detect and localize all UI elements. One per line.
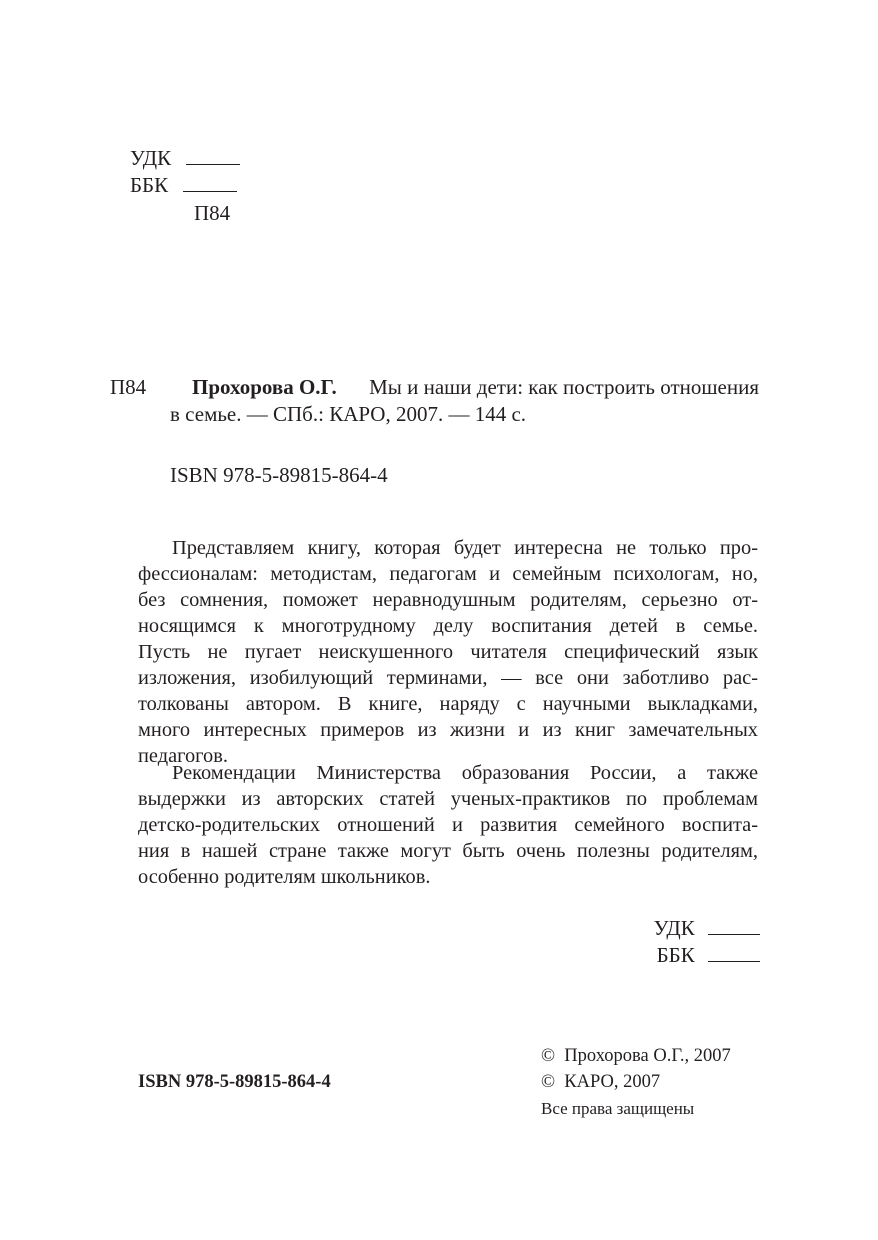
annotation-line: Пусть не пугает неискушенного читателя специфический язык xyxy=(138,641,758,663)
annotation-line: Представляем книгу, которая будет интересна не только про- xyxy=(172,537,758,559)
annotation-line: носящимся к многотрудному делу воспитания детей в семье. xyxy=(138,615,758,637)
biblio-mark: П84 xyxy=(110,375,147,399)
annotation-line: выдержки из авторских статей ученых-практиков по проблемам xyxy=(138,788,758,810)
footer-bbk-row xyxy=(657,942,760,968)
footer-udk-row xyxy=(654,915,760,941)
annotation-line: толкованы автором. В книге, наряду с научными выкладками, xyxy=(138,693,758,715)
udk-row xyxy=(130,145,240,171)
biblio-line-1 xyxy=(192,374,759,400)
footer-udk-blank xyxy=(708,916,760,935)
annotation-line: фессионалам: методистам, педагогам и семейным психологам, но, xyxy=(138,563,758,585)
annotation-line: ния в нашей стране также могут быть очень полезны родителям, xyxy=(138,840,758,862)
footer-bbk-label: ББК xyxy=(656,943,695,967)
biblio-line-2: в семье. — СПб.: КАРО, 2007. — 144 с. xyxy=(170,402,527,426)
author-mark: П84 xyxy=(194,201,231,225)
imprint-isbn: ISBN 978-5-89815-864-4 xyxy=(138,1072,331,1092)
udk-blank xyxy=(186,146,240,165)
bbk-label: ББК xyxy=(130,173,169,197)
copyright-publisher: © КАРО, 2007 xyxy=(541,1072,661,1092)
annotation-line: Рекомендации Министерства образования России, а также xyxy=(172,762,758,784)
annotation-paragraph-1 xyxy=(138,535,758,769)
copyright-author: © Прохорова О.Г., 2007 xyxy=(541,1046,731,1066)
annotation-line: детско-родительских отношений и развития семейного воспита- xyxy=(138,814,758,836)
annotation-line: особенно родителям школьников. xyxy=(138,866,431,888)
biblio-isbn: ISBN 978-5-89815-864-4 xyxy=(170,463,388,487)
bbk-row xyxy=(130,172,237,198)
rights-reserved: Все права защищены xyxy=(541,1099,695,1118)
udk-label: УДК xyxy=(130,146,172,170)
annotation-line: много интересных примеров из жизни и из книг замечательных xyxy=(138,719,758,741)
bbk-blank xyxy=(183,173,237,192)
annotation-line: без сомнения, поможет неравнодушным родителям, серьезно от- xyxy=(138,589,758,611)
annotation-paragraph-2 xyxy=(138,760,758,890)
footer-bbk-blank xyxy=(708,943,760,962)
biblio-author: Прохорова О.Г. xyxy=(192,375,337,399)
annotation-line: изложения, изобилующий терминами, — все они заботливо рас- xyxy=(138,667,758,689)
footer-udk-label: УДК xyxy=(653,916,695,940)
annotation-line: педагогов. xyxy=(138,745,228,767)
biblio-title: Мы и наши дети: как построить отношения xyxy=(369,375,759,399)
